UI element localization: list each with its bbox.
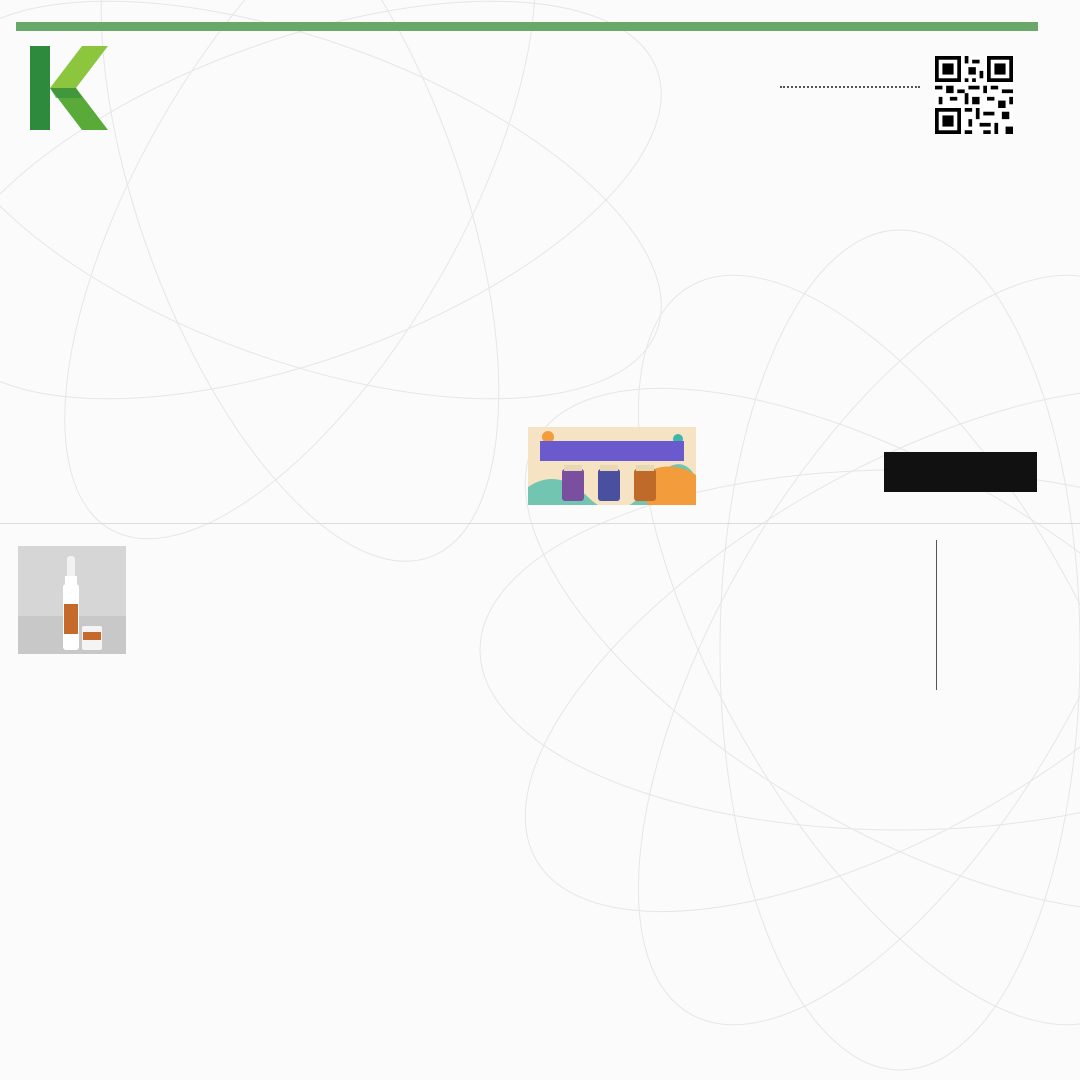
qr-code-icon[interactable] xyxy=(935,56,1013,134)
product-photo xyxy=(18,546,126,654)
kaycha-k-mark-icon xyxy=(30,46,112,130)
misc-divider xyxy=(936,540,937,690)
page-indicator xyxy=(884,452,1037,492)
client-banner-graphic xyxy=(528,427,696,505)
signature-dotted-line xyxy=(780,86,920,88)
kaycha-logo xyxy=(30,46,270,136)
client-banner-image xyxy=(528,427,696,505)
product-bottle-image xyxy=(18,546,126,654)
top-accent-bar xyxy=(16,22,1038,31)
section-divider xyxy=(0,523,1080,524)
cannabinoid-bar-chart xyxy=(0,800,1080,940)
